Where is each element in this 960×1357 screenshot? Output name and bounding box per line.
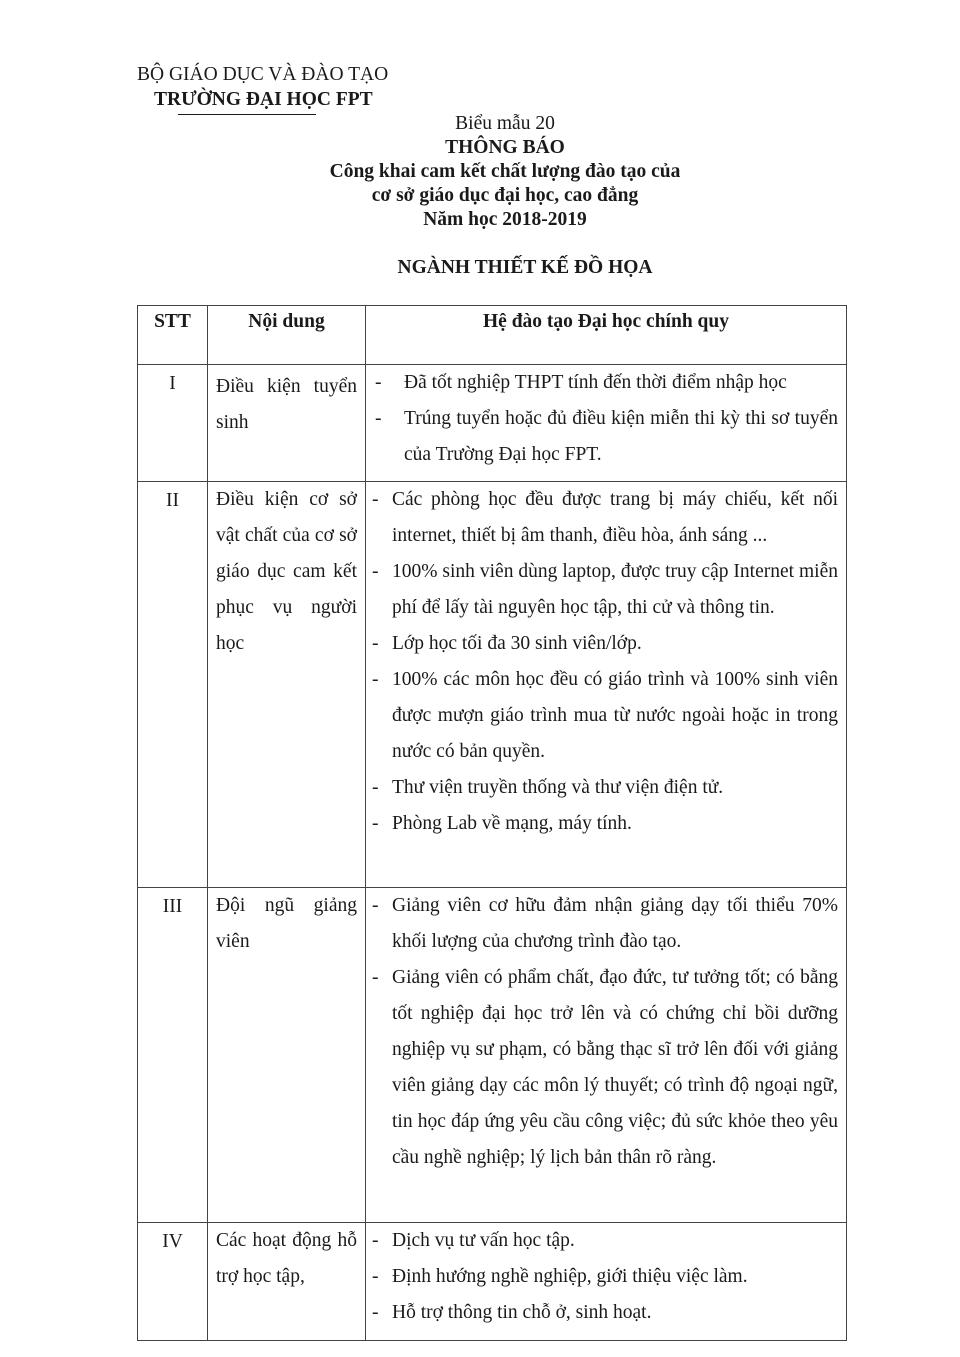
- row-topic: Điều kiện tuyển sinh: [208, 365, 366, 482]
- row-number: II: [138, 482, 208, 888]
- row-topic: Đội ngũ giảng viên: [208, 888, 366, 1223]
- list-item: - Định hướng nghề nghiệp, giới thiệu việc làm.: [372, 1266, 748, 1287]
- row-number: III: [138, 888, 208, 1223]
- row-items: [366, 1223, 847, 1341]
- table-header-row: [138, 306, 847, 365]
- notice-title: THÔNG BÁO: [445, 137, 565, 158]
- notice-subtitle-line1: Công khai cam kết chất lượng đào tạo của: [329, 161, 681, 182]
- header-content: Nội dung: [208, 306, 366, 365]
- list-item: - Các phòng học đều được trang bị máy chiếu, kết nối internet, thiết bị âm thanh, điều hòa, ánh sáng ...: [372, 489, 838, 546]
- header-stt: STT: [138, 306, 208, 365]
- list-item: - Dịch vụ tư vấn học tập.: [372, 1230, 575, 1251]
- row-items: [366, 482, 847, 888]
- table-row: [138, 482, 847, 888]
- list-item: - Thư viện truyền thống và thư viện điện tử.: [372, 777, 724, 798]
- list-item: - Hỗ trợ thông tin chỗ ở, sinh hoạt.: [372, 1302, 652, 1323]
- list-item: - Giảng viên có phẩm chất, đạo đức, tư tưởng tốt; có bằng tốt nghiệp đại học trở lên và có chứng chỉ bồi dưỡng nghiệp vụ sư phạm, có bằng thạc sĩ trở lên đối với giảng viên giảng dạy các môn lý thuyết; có trình độ ngoại ngữ, tin học đáp ứng yêu cầu công việc; đủ sức khỏe theo yêu cầu nghề nghiệp; lý lịch bản thân rõ ràng.: [372, 967, 838, 1168]
- list-item: - Đã tốt nghiệp THPT tính đến thời điểm nhập học: [375, 372, 787, 393]
- school-name: TRƯỜNG ĐẠI HỌC FPT: [154, 89, 373, 110]
- table-row: [138, 365, 847, 482]
- table-row: [138, 1223, 847, 1341]
- table-row: [138, 888, 847, 1223]
- major-title: NGÀNH THIẾT KẾ ĐỒ HỌA: [397, 257, 653, 278]
- row-items: [366, 365, 847, 482]
- row-number: I: [138, 365, 208, 482]
- row-topic: Điều kiện cơ sở vật chất của cơ sở giáo dục cam kết phục vụ người học: [208, 482, 366, 888]
- notice-subtitle-line2: cơ sở giáo dục đại học, cao đẳng: [371, 185, 639, 206]
- row-items: [366, 888, 847, 1223]
- row-topic: Các hoạt động hỗ trợ học tập,: [208, 1223, 366, 1341]
- form-number: Biểu mẫu 20: [455, 113, 555, 134]
- row-number: IV: [138, 1223, 208, 1341]
- list-item: - Lớp học tối đa 30 sinh viên/lớp.: [372, 633, 642, 654]
- list-item: - Giảng viên cơ hữu đảm nhận giảng dạy tối thiểu 70% khối lượng của chương trình đào tạo.: [372, 895, 838, 952]
- list-item: - 100% sinh viên dùng laptop, được truy cập Internet miễn phí để lấy tài nguyên học tập, thi cử và thông tin.: [372, 561, 838, 618]
- list-item: - Trúng tuyển hoặc đủ điều kiện miễn thi kỳ thi sơ tuyển của Trường Đại học FPT.: [375, 408, 838, 465]
- commitment-table: [137, 305, 847, 1341]
- ministry-name: BỘ GIÁO DỤC VÀ ĐÀO TẠO: [137, 64, 389, 85]
- list-item: - Phòng Lab về mạng, máy tính.: [372, 813, 632, 834]
- academic-year: Năm học 2018-2019: [423, 209, 587, 230]
- list-item: - 100% các môn học đều có giáo trình và 100% sinh viên được mượn giáo trình mua từ nước ngoài hoặc in trong nước có bản quyền.: [372, 669, 838, 762]
- header-program: Hệ đào tạo Đại học chính quy: [366, 306, 847, 365]
